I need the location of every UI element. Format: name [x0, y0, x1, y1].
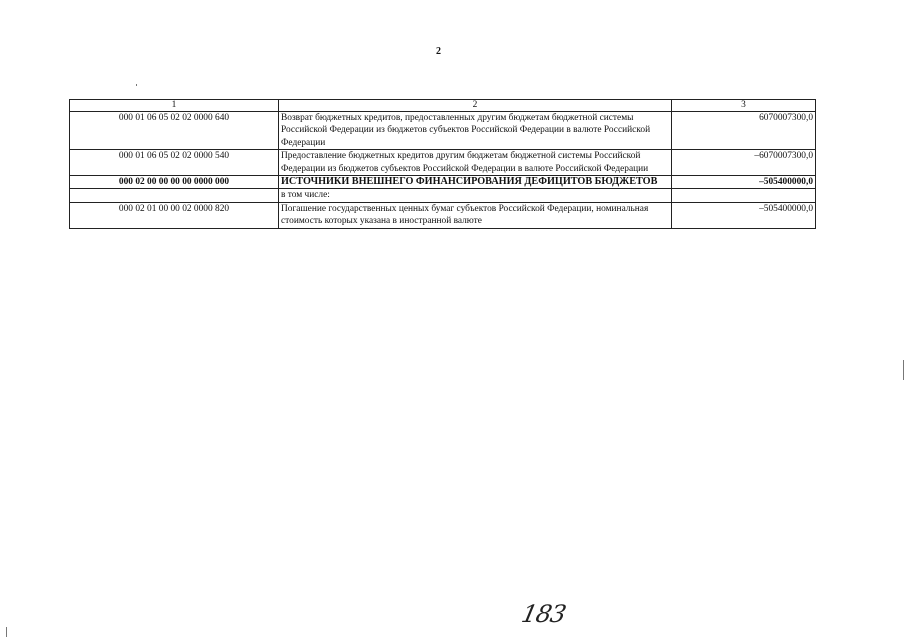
column-header-code: 1	[70, 100, 279, 112]
scan-mark-right	[903, 360, 904, 380]
table-row	[70, 150, 816, 176]
row-amount	[672, 189, 816, 202]
scan-mark-left	[6, 627, 7, 637]
row-description: ИСТОЧНИКИ ВНЕШНЕГО ФИНАНСИРОВАНИЯ ДЕФИЦИТОВ БЮДЖЕТОВ	[279, 176, 672, 189]
table-row	[70, 202, 816, 228]
row-code: 000 02 00 00 00 00 0000 000	[70, 176, 279, 189]
row-code	[70, 189, 279, 202]
row-description: в том числе:	[279, 189, 672, 202]
table-row-subheading	[70, 189, 816, 202]
table-header-row	[70, 100, 816, 112]
row-code: 000 01 06 05 02 02 0000 640	[70, 112, 279, 150]
row-amount: –505400000,0	[672, 202, 816, 228]
row-amount: 6070007300,0	[672, 112, 816, 150]
column-header-amount: 3	[672, 100, 816, 112]
row-code: 000 01 06 05 02 02 0000 540	[70, 150, 279, 176]
row-description: Погашение государственных ценных бумаг субъектов Российской Федерации, номинальная стоимость которых указана в иностранной валюте	[279, 202, 672, 228]
row-code: 000 02 01 00 00 02 0000 820	[70, 202, 279, 228]
row-description: Предоставление бюджетных кредитов другим бюджетам бюджетной системы Российской Федерации из бюджетов субъектов Российской Федерации в валюте Российской Федерации	[279, 150, 672, 176]
table-row-section-heading	[70, 176, 816, 189]
budget-sources-table	[69, 99, 816, 229]
handwritten-folio-number: 183	[519, 600, 568, 628]
table-row	[70, 112, 816, 150]
row-amount: –6070007300,0	[672, 150, 816, 176]
scan-mark-top	[136, 84, 137, 86]
row-amount: –505400000,0	[672, 176, 816, 189]
row-description: Возврат бюджетных кредитов, предоставленных другим бюджетам бюджетной системы Российской Федерации из бюджетов субъектов Российской Федерации в валюте Российской Федерации	[279, 112, 672, 150]
column-header-description: 2	[279, 100, 672, 112]
page-number: 2	[436, 46, 441, 57]
